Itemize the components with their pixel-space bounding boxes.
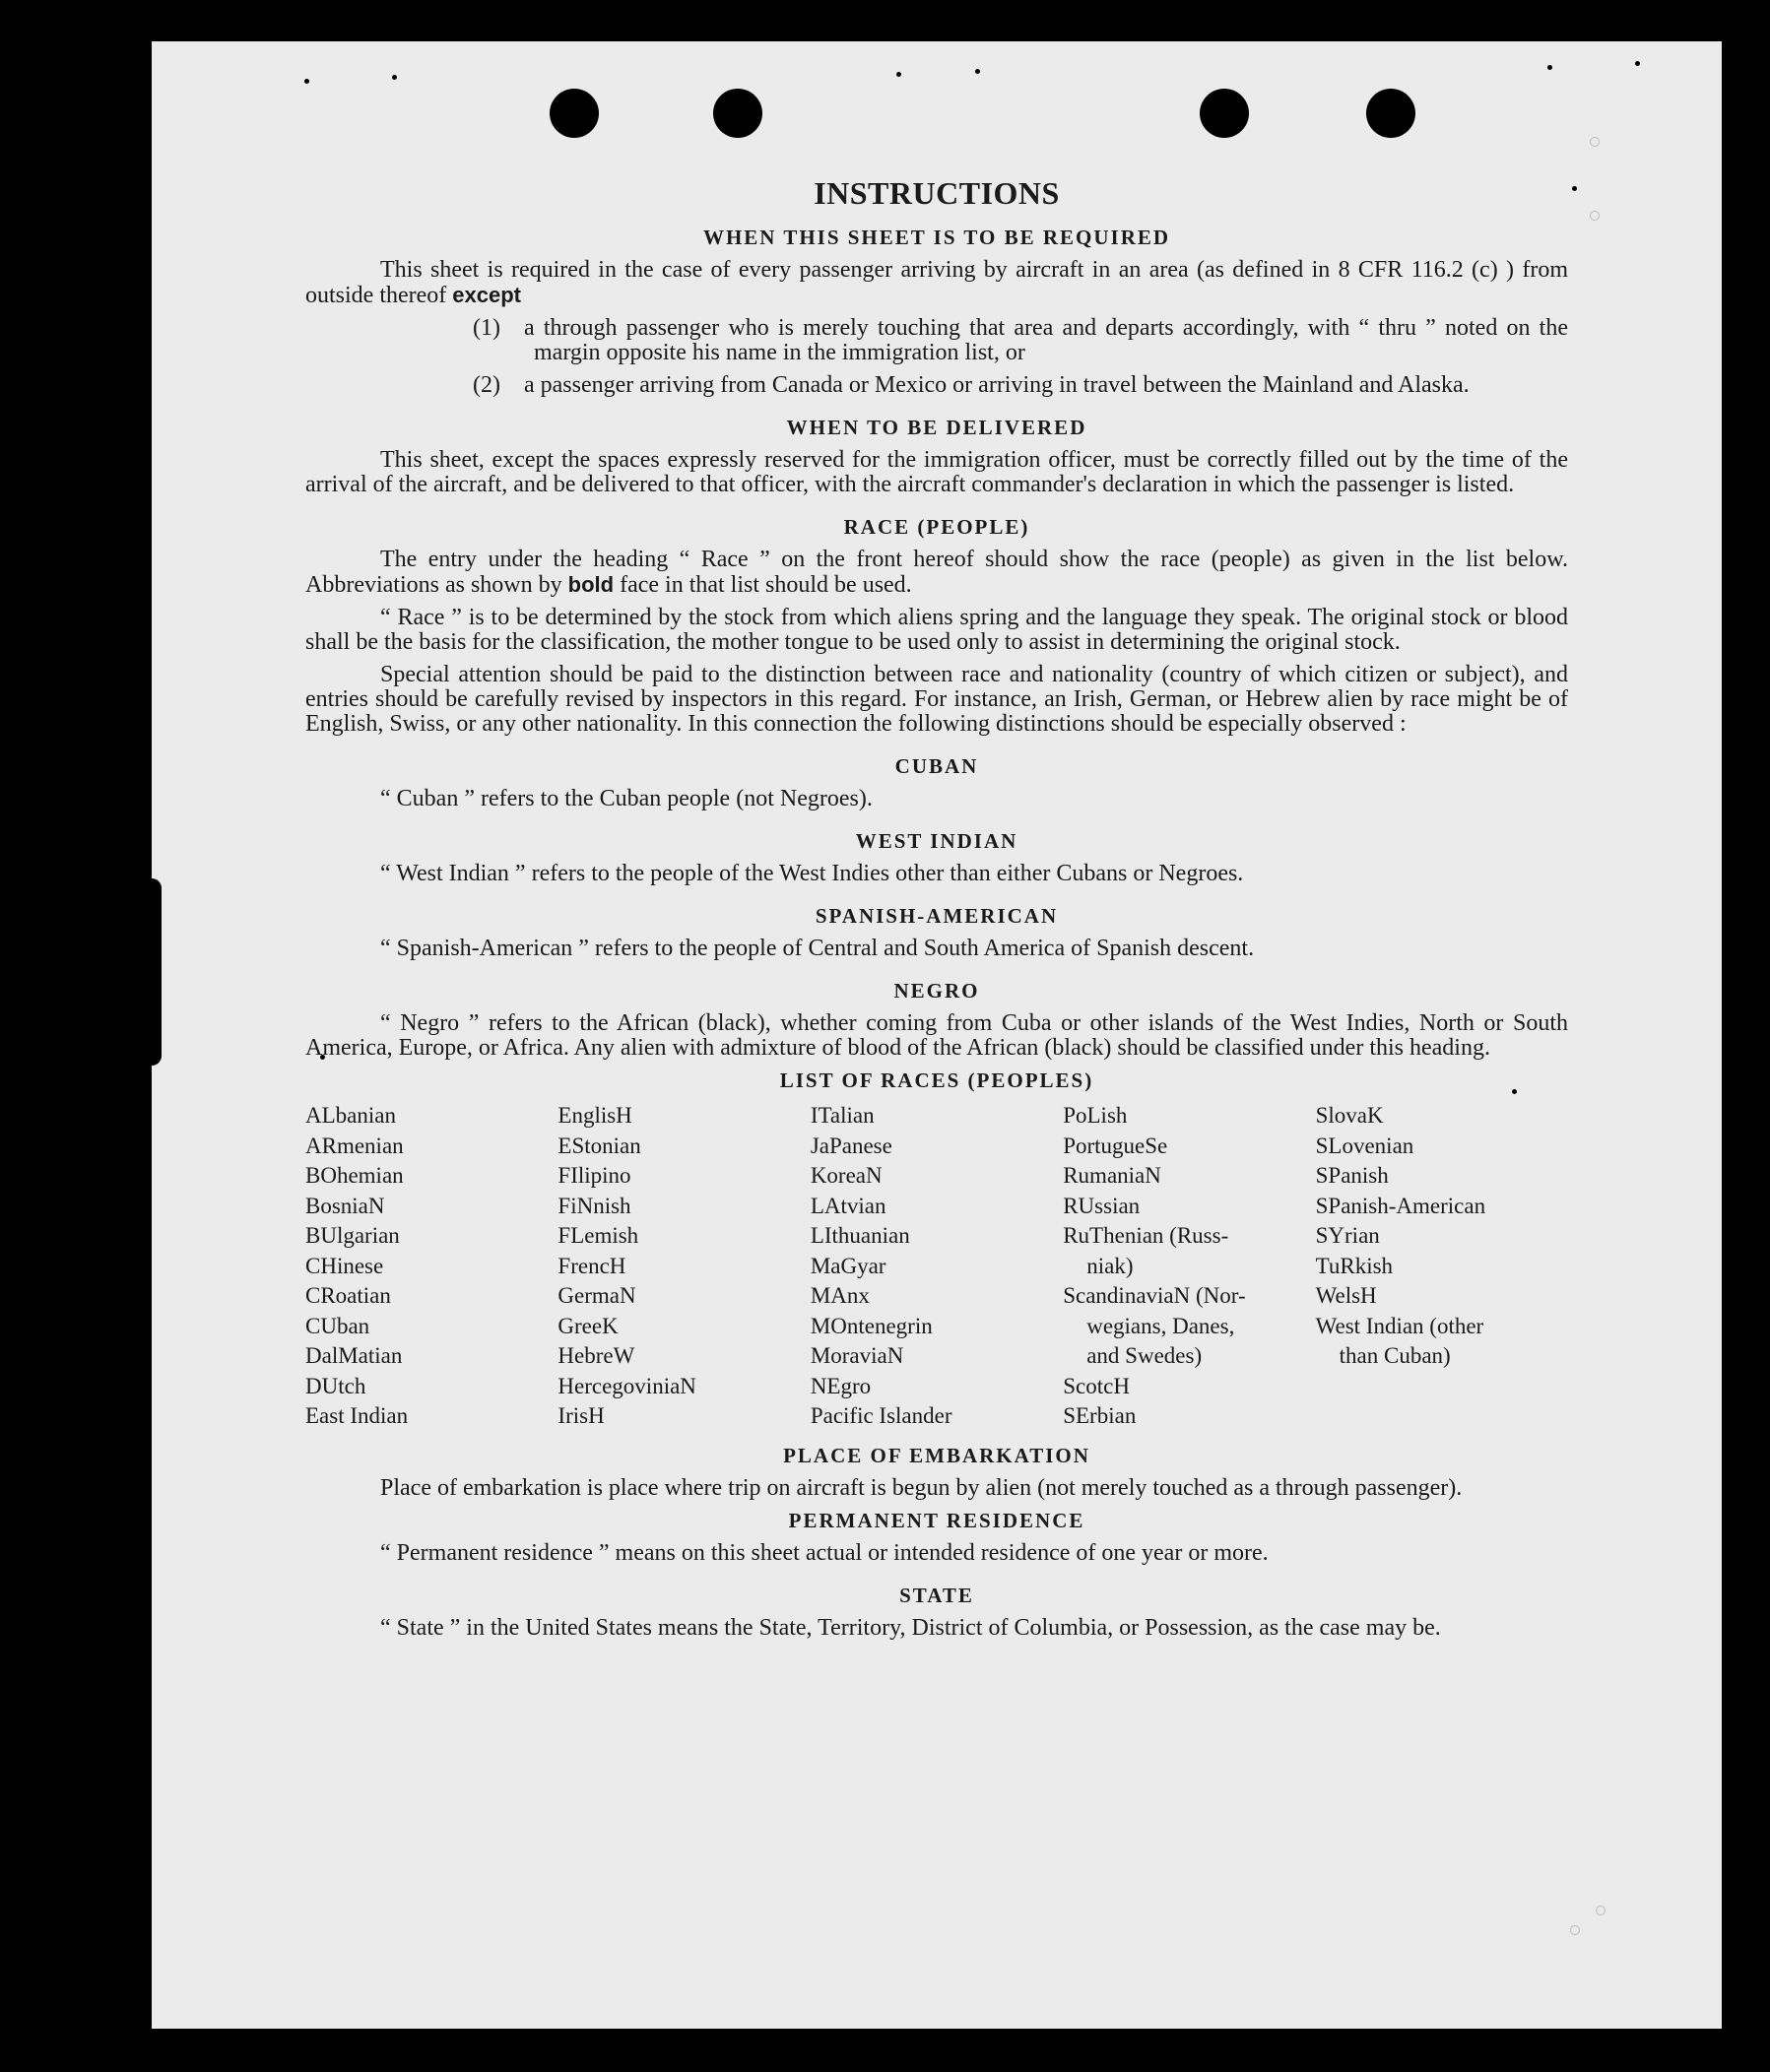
race-entry: ARmenian [305,1133,404,1158]
speck [1635,61,1640,66]
race-entry: wegians, Danes, [1086,1313,1235,1338]
paper-mark [1590,211,1600,221]
race-entry: RuThenian (Russ- [1063,1223,1229,1248]
race-entry: SlovaK [1315,1103,1384,1128]
race-entry: SLovenian [1315,1133,1414,1158]
race-entry: HebreW [557,1343,635,1368]
race-entry: LAtvian [810,1193,886,1218]
race-entry: CRoatian [305,1283,391,1308]
race-paragraph-2: “ Race ” is to be determined by the stock from which aliens spring and the language they speak. The original stock or blood shall be the basis for the classification, the mother tongue to be used only to assist in determining the original stock. [305,605,1568,655]
race-entry: MaGyar [810,1253,886,1278]
race-entry: FiNnish [557,1193,631,1218]
page-title: INSTRUCTIONS [814,175,1060,211]
race-entry: NEgro [810,1373,872,1398]
race-entry: CUban [305,1313,370,1338]
race-entry: PortugueSe [1063,1133,1168,1158]
race-entry: niak) [1086,1253,1134,1278]
races-list [305,1101,1568,1432]
cuban-text: “ Cuban ” refers to the Cuban people (not Negroes). [380,786,873,811]
when-delivered-text: This sheet, except the spaces expressly reserved for the immigration officer, must be correctly filled out by the time of the arrival of the aircraft, and be delivered to that officer, with the aircraft commander's declaration in which the passenger is listed. [305,447,1568,497]
paper-mark [1570,1925,1580,1935]
races-column-2 [557,1101,810,1432]
race-entry: EnglisH [557,1103,632,1128]
punch-hole [1200,89,1249,138]
paper-mark [1596,1906,1606,1915]
race-entry: GreeK [557,1313,619,1338]
heading-permanent-residence: PERMANENT RESIDENCE [788,1508,1085,1532]
speck [1547,65,1552,70]
race-entry: SPanish-American [1315,1193,1486,1218]
race-entry: Pacific Islander [810,1403,952,1428]
speck [392,75,397,80]
race-entry: WelsH [1315,1283,1377,1308]
embarkation-text: Place of embarkation is place where trip on aircraft is begun by alien (not merely touched as a through passenger). [380,1474,1463,1501]
race-entry: SErbian [1063,1403,1137,1428]
race-entry: ScandinaviaN (Nor- [1063,1283,1246,1308]
races-column-3 [811,1101,1063,1432]
race-entry: FIlipino [557,1163,631,1188]
race-entry: DUtch [305,1373,366,1398]
heading-embarkation: PLACE OF EMBARKATION [783,1443,1090,1467]
race-entry: SPanish [1315,1163,1389,1188]
race-entry: and Swedes) [1086,1343,1203,1368]
race-entry: FLemish [557,1223,639,1248]
race-entry: ScotcH [1063,1373,1130,1398]
state-text: “ State ” in the United States means the State, Territory, District of Columbia, or Possession, as the case may be. [380,1614,1441,1641]
when-required-intro: This sheet is required in the case of every passenger arriving by aircraft in an area (as defined in 8 CFR 116.2 (c) ) from outside thereof except [305,257,1568,308]
race-entry: ITalian [810,1103,875,1128]
races-column-5 [1316,1101,1568,1432]
race-entry: EStonian [557,1133,641,1158]
heading-list-of-races: LIST OF RACES (PEOPLES) [779,1068,1094,1092]
document-page [152,41,1722,2029]
race-entry: RUssian [1063,1193,1141,1218]
race-entry: FrencH [557,1253,626,1278]
race-entry: JaPanese [810,1133,892,1158]
west-indian-text: “ West Indian ” refers to the people of the West Indies other than either Cubans or Negroes. [380,861,1244,886]
speck [1572,186,1577,191]
races-column-1 [305,1101,557,1432]
race-entry: PoLish [1063,1103,1128,1128]
heading-negro: NEGRO [893,979,980,1003]
race-paragraph-1: The entry under the heading “ Race ” on the front hereof should show the race (people) as given in the list below. Abbreviations as shown by bold face in that list should be used. [305,547,1568,598]
instructions-content [305,175,1568,1649]
exception-item-1: (1) a through passenger who is merely touching that area and departs accordingly, with “ thru ” noted on the margin opposite his name in the immigration list, or [473,315,1568,365]
race-entry: BosniaN [305,1193,385,1218]
race-entry: CHinese [305,1253,384,1278]
exception-item-2: (2) a passenger arriving from Canada or Mexico or arriving in travel between the Mainland and Alaska. [473,372,1470,398]
race-entry: DalMatian [305,1343,403,1368]
heading-when-delivered: WHEN TO BE DELIVERED [786,416,1087,439]
race-entry: TuRkish [1315,1253,1394,1278]
race-entry: MoraviaN [810,1343,904,1368]
race-entry: ALbanian [305,1103,396,1128]
punch-hole [1366,89,1415,138]
race-entry: West Indian (other [1315,1313,1484,1338]
heading-west-indian: WEST INDIAN [855,829,1018,853]
permanent-residence-text: “ Permanent residence ” means on this sheet actual or intended residence of one year or more. [380,1539,1269,1566]
heading-state: STATE [899,1583,974,1607]
paper-mark [1590,137,1600,147]
punch-hole [713,89,762,138]
punch-hole [550,89,599,138]
race-entry: MOntenegrin [810,1313,933,1338]
speck [304,79,309,84]
negro-text: “ Negro ” refers to the African (black), whether coming from Cuba or other islands of the West Indies, North or South America, Europe, or Africa. Any alien with admixture of blood of the African (black) should be classified under this heading. [305,1010,1568,1061]
speck [975,69,980,74]
race-entry: RumaniaN [1063,1163,1161,1188]
race-entry: SYrian [1315,1223,1380,1248]
race-entry: MAnx [810,1283,870,1308]
race-entry: than Cuban) [1339,1343,1451,1368]
page-edge-notch [152,878,162,1066]
race-entry: BUlgarian [305,1223,400,1248]
race-entry: LIthuanian [810,1223,910,1248]
races-column-4 [1063,1101,1315,1432]
heading-race: RACE (PEOPLE) [843,515,1030,539]
heading-when-required: WHEN THIS SHEET IS TO BE REQUIRED [702,226,1171,249]
race-entry: HercegoviniaN [557,1373,696,1398]
heading-cuban: CUBAN [894,754,979,778]
spanish-american-text: “ Spanish-American ” refers to the people of Central and South America of Spanish descent. [380,936,1255,961]
speck [896,72,901,77]
race-entry: BOhemian [305,1163,404,1188]
heading-spanish-american: SPANISH-AMERICAN [815,904,1059,928]
race-entry: GermaN [557,1283,636,1308]
race-entry: East Indian [305,1403,409,1428]
race-entry: KoreaN [810,1163,883,1188]
race-entry: IrisH [557,1403,605,1428]
race-paragraph-3: Special attention should be paid to the distinction between race and nationality (country of which citizen or subject), and entries should be carefully revised by inspectors in this regard. For instance, an Irish, German, or Hebrew alien by race might be of English, Swiss, or any other nationality. In this connection the following distinctions should be especially observed : [305,662,1568,737]
